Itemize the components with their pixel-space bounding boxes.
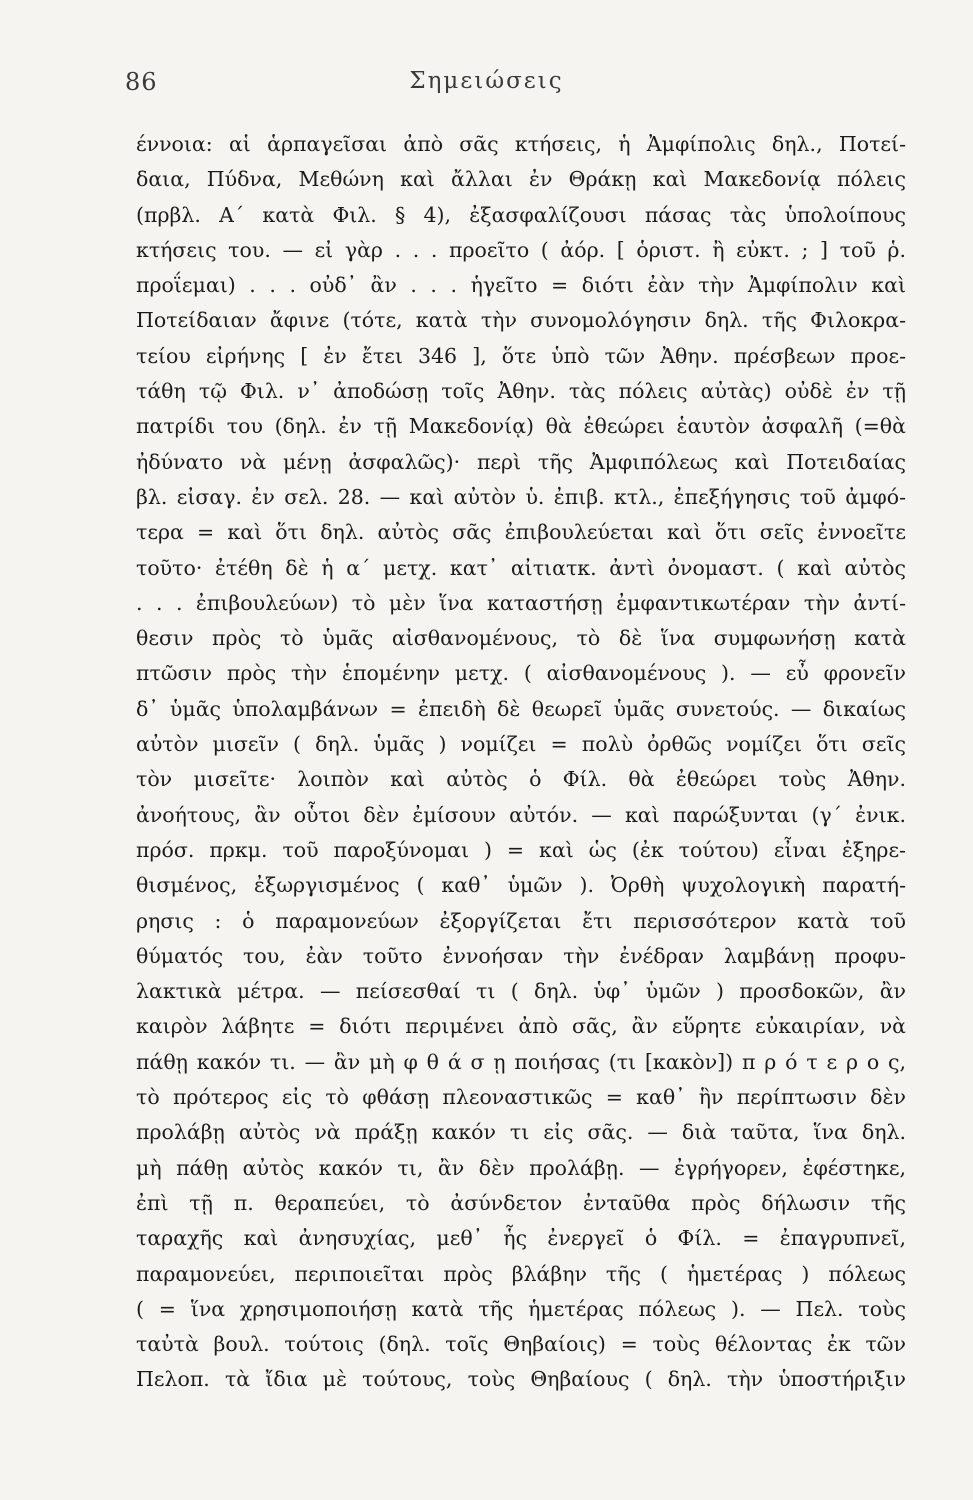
text-line: λακτικὰ μέτρα. — πείσεσθαί τι ( δηλ. ὑφ᾿ ὑμῶν ) προσδοκῶν, ἂν (136, 979, 906, 1004)
text-line: πτῶσιν πρὸς τὴν ἑπομένην μετχ. ( αἰσθανομένους ). — εὖ φρονεῖν (136, 661, 906, 686)
running-title: Σημειώσεις (409, 68, 564, 94)
text-line: καιρὸν λάβητε = διότι περιμένει ἀπὸ σᾶς, ἂν εὕρητε εὐκαιρίαν, νὰ (136, 1014, 906, 1039)
text-line: ἀνοήτους, ἂν οὗτοι δὲν ἐμίσουν αὐτόν. — καὶ παρώξυνται (γ΄ ἐνικ. (136, 802, 906, 827)
text-line: τερα = καὶ ὅτι δηλ. αὐτὸς σᾶς ἐπιβουλεύεται καὶ ὅτι σεῖς ἐννοεῖτε (136, 520, 906, 545)
text-line: θύματός του, ἐὰν τοῦτο ἐννοήσαν τὴν ἐνέδραν λαμβάνῃ προφυ- (136, 943, 906, 968)
text-line: ταὐτὰ βουλ. τούτοις (δηλ. τοῖς Θηβαίοις) = τοὺς θέλοντας ἐκ τῶν (136, 1332, 906, 1357)
text-line: δ᾿ ὑμᾶς ὑπολαμβάνων = ἐπειδὴ δὲ θεωρεῖ ὑμᾶς συνετούς. — δικαίως (136, 696, 906, 721)
text-line: έννοια: αἱ ἁρπαγεῖσαι ἀπὸ σᾶς κτήσεις, ἡ Ἀμφίπολις δηλ., Ποτεί- (136, 132, 906, 156)
text-line: ἐπὶ τῇ π. θεραπεύει, τὸ ἀσύνδετον ἐνταῦθα πρὸς δήλωσιν τῆς (136, 1190, 906, 1215)
text-line: ταραχῆς καὶ ἀνησυχίας, μεθ᾿ ἧς ἐνεργεῖ ὁ Φίλ. = ἐπαγρυπνεῖ, (136, 1226, 906, 1251)
text-line: πρόσ. πρκμ. τοῦ παροξύνομαι ) = καὶ ὡς (ἐκ τούτου) εἶναι ἐξηρε- (136, 837, 906, 862)
text-line: τὸν μισεῖτε· λοιπὸν καὶ αὐτὸς ὁ Φίλ. θὰ ἐθεώρει τοὺς Ἀθην. (136, 767, 906, 792)
text-line: προΐεμαι) . . . οὐδ᾿ ἂν . . . ἡγεῖτο = διότι ἐὰν τὴν Ἀμφίπολιν καὶ (136, 273, 906, 298)
text-line: παραμονεύει, περιποιεῖται πρὸς βλάβην τῆς ( ἡμετέρας ) πόλεως (136, 1261, 906, 1286)
text-line: βλ. εἰσαγ. ἐν σελ. 28. — καὶ αὐτὸν ὑ. ἐπιβ. κτλ., ἐπεξήγησις τοῦ ἀμφό- (136, 484, 906, 509)
text-line: μὴ πάθῃ αὐτὸς κακόν τι, ἂν δὲν προλάβῃ. — ἐγρήγορεν, ἐφέστηκε, (136, 1155, 906, 1180)
text-line: ρησις : ὁ παραμονεύων ἐξοργίζεται ἔτι περισσότερον κατὰ τοῦ (136, 908, 906, 933)
text-line: Ποτείδαιαν ἄφινε (τότε, κατὰ τὴν συνομολόγησιν δηλ. τῆς Φιλοκρα- (136, 308, 906, 333)
page-header (0, 68, 973, 104)
text-line: τοῦτο· ἐτέθη δὲ ἡ α΄ μετχ. κατ᾿ αἰτιατκ. ἀντὶ ὀνομαστ. ( καὶ αὐτὸς (136, 555, 906, 580)
commentary-text (136, 127, 906, 1398)
text-line: αὐτὸν μισεῖν ( δηλ. ὑμᾶς ) νομίζει = πολὺ ὀρθῶς νομίζει ὅτι σεῖς (136, 732, 906, 757)
text-line: κτήσεις του. — εἰ γὰρ . . . προεῖτο ( ἀόρ. [ ὁριστ. ἢ εὐκτ. ; ] τοῦ ῥ. (136, 237, 906, 262)
text-line: τείου εἰρήνης [ ἐν ἔτει 346 ], ὅτε ὑπὸ τῶν Ἀθην. πρέσβεων προε- (136, 343, 906, 368)
page-number: 86 (125, 68, 158, 96)
text-line: θεσιν πρὸς τὸ ὑμᾶς αἰσθανομένους, τὸ δὲ ἵνα συμφωνήσῃ κατὰ (136, 626, 906, 651)
text-line: . . . ἐπιβουλεύων) τὸ μὲν ἵνα καταστήσῃ ἐμφαντικωτέραν τὴν ἀντί- (136, 590, 906, 615)
text-line: τάθη τῷ Φιλ. ν᾿ ἀποδώσῃ τοῖς Ἀθην. τὰς πόλεις αὐτὰς) οὐδὲ ἐν τῇ (136, 379, 906, 404)
text-line: τὸ πρότερος εἰς τὸ φθάσῃ πλεοναστικῶς = καθ᾿ ἣν περίπτωσιν δὲν (136, 1085, 906, 1110)
text-line: ἠδύνατο νὰ μένῃ ἀσφαλῶς)· περὶ τῆς Ἀμφιπόλεως καὶ Ποτειδαίας (136, 449, 906, 474)
text-line: προλάβῃ αὐτὸς νὰ πράξῃ κακόν τι εἰς σᾶς. — διὰ ταῦτα, ἵνα δηλ. (136, 1120, 906, 1145)
text-line: (πρβλ. Α΄ κατὰ Φιλ. § 4), ἐξασφαλίζουσι πάσας τὰς ὑπολοίπους (136, 202, 906, 227)
text-line: θισμένος, ἐξωργισμένος ( καθ᾿ ὑμῶν ). Ὀρθὴ ψυχολογικὴ παρατή- (136, 873, 906, 898)
text-line: πάθῃ κακόν τι. — ἂν μὴ φ θ ά σ ῃ ποιήσας (τι [κακὸν]) π ρ ό τ ε ρ ο ς, (136, 1049, 906, 1074)
text-line: πατρίδι του (δηλ. ἐν τῇ Μακεδονίᾳ) θὰ ἐθεώρει ἑαυτὸν ἀσφαλῆ (=θὰ (136, 414, 906, 439)
text-line: δαια, Πύδνα, Μεθώνη καὶ ἄλλαι ἐν Θράκῃ καὶ Μακεδονίᾳ πόλεις (136, 167, 906, 192)
text-line: Πελοπ. τὰ ἴδια μὲ τούτους, τοὺς Θηβαίους ( δηλ. τὴν ὑποστήριξιν (136, 1367, 906, 1392)
text-line: ( = ἵνα χρησιμοποιήσῃ κατὰ τῆς ἡμετέρας πόλεως ). — Πελ. τοὺς (136, 1296, 906, 1321)
